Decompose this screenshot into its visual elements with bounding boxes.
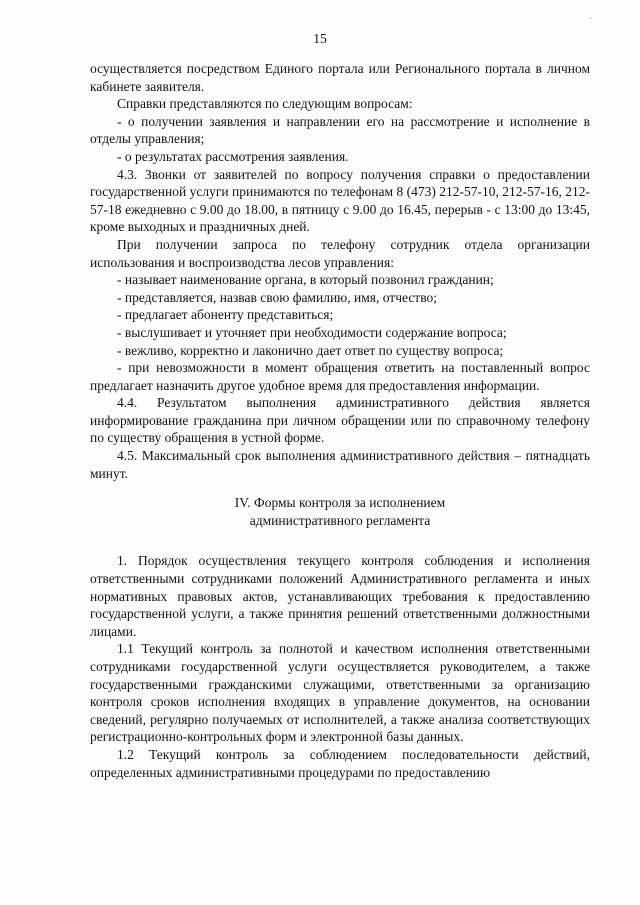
- list-item-inquiry-results: - о результатах рассмотрения заявления.: [117, 148, 349, 164]
- list-item-listen-clarify: - выслушивает и уточняет при необходимости содержание вопроса;: [117, 324, 507, 340]
- list-item-introduce-self: - представляется, назвав свою фамилию, имя, отчество;: [117, 289, 437, 305]
- paragraph-4-4-result: 4.4. Результатом выполнения административного действия является информирование гражданина при личном обращении или по справочному телефону по существу обращения в устной форме.: [90, 395, 590, 446]
- list-item-schedule-other-time: - при невозможности в момент обращения ответить на поставленный вопрос предлагает назначить другое удобное время для предоставления информации.: [90, 360, 590, 393]
- paragraph-4-3-phone-calls: 4.3. Звонки от заявителей по вопросу получения справки о предоставлении государственной услуги принимаются по телефонам 8 (473) 212-57-10, 212-57-16, 212-57-18 ежедневно с 9.00 до 18.00, в пятницу с 9.00 до 16.45, перерыв - с 13:00 до 13:45, кроме выходных и праздничных дней.: [90, 166, 590, 235]
- paragraph-1-1-current-control: 1.1 Текущий контроль за полнотой и качеством исполнения ответственными сотрудниками государственной услуги осуществляется руководителем, а также государственными гражданскими служащими, ответственными за организацию контроля сроков исполнения входящих в управление документов, на основании сведений, регулярно получаемых от исполнителей, а также анализа соответствующих регистрационно-контрольных форм и электронной базы данных.: [90, 641, 590, 745]
- section-heading-line-1: IV. Формы контроля за исполнением: [234, 495, 446, 511]
- section-heading-iv: [90, 494, 590, 529]
- list-item-name-organ: - называет наименование органа, в который позвонил гражданин;: [117, 272, 494, 288]
- page-number: 15: [313, 31, 327, 46]
- list-item-inquiry-receipt: - о получении заявления и направлении его на рассмотрение и исполнение в отделы управления;: [90, 113, 590, 147]
- page-corner-mark: -: [589, 13, 592, 22]
- page-body: [90, 60, 590, 781]
- paragraph-portal-continuation: осуществляется посредством Единого портала или Регионального портала в личном кабинете заявителя.: [90, 61, 590, 94]
- paragraph-inquiries-intro: Справки представляются по следующим вопросам:: [117, 96, 413, 112]
- paragraph-phone-request-procedure: При получении запроса по телефону сотрудник отдела организации использования и воспроизводства лесов управления:: [90, 236, 590, 270]
- paragraph-1-control-procedure: 1. Порядок осуществления текущего контроля соблюдения и исполнения ответственными сотрудниками положений Административного регламента и иных нормативных правовых актов, устанавливающих требования к предоставлению государственной услуги, а также принятия решений ответственными должностными лицами.: [90, 553, 590, 639]
- paragraph-1-2-sequence-control: 1.2 Текущий контроль за соблюдением последовательности действий, определенных административными процедурами по предоставлению: [90, 746, 590, 780]
- list-item-ask-caller-name: - предлагает абоненту представиться;: [117, 307, 334, 323]
- paragraph-4-5-max-time: 4.5. Максимальный срок выполнения административного действия – пятнадцать минут.: [90, 448, 590, 481]
- section-heading-line-2: административного регламента: [249, 512, 431, 528]
- list-item-answer-politely: - вежливо, корректно и лаконично дает ответ по существу вопроса;: [117, 342, 504, 358]
